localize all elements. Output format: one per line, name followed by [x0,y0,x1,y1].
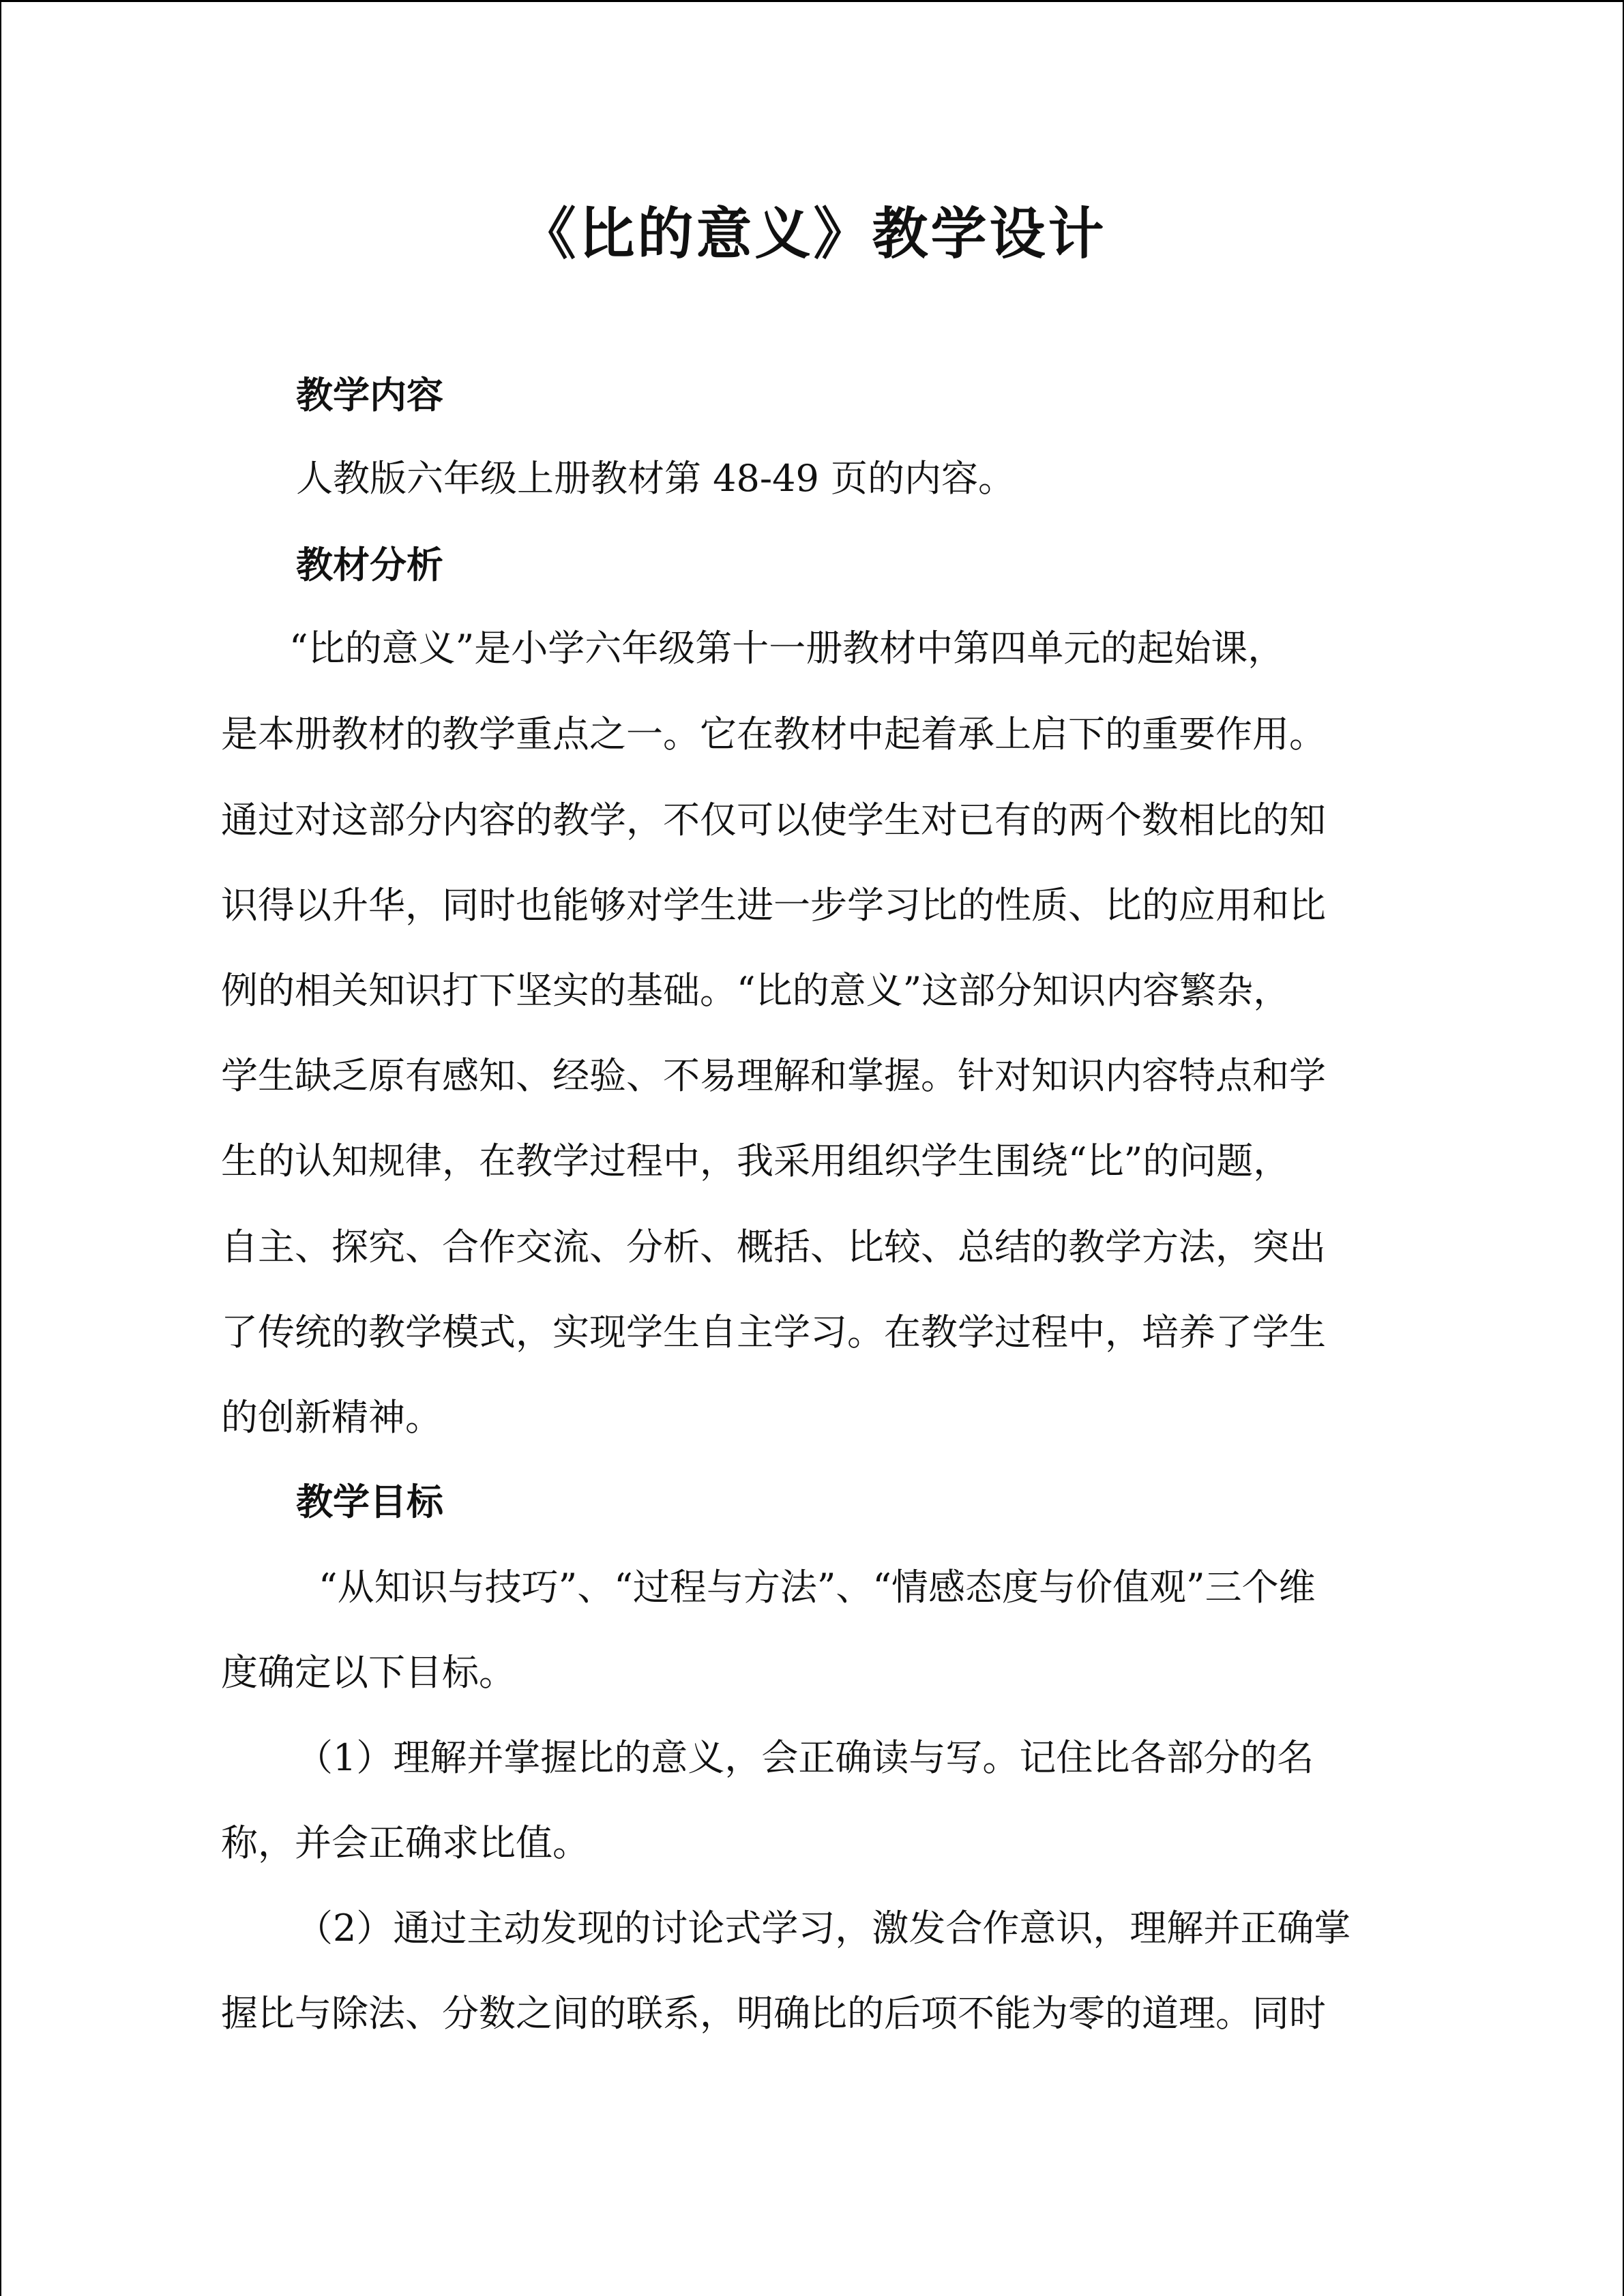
paragraph-line: 生的认知规律，在教学过程中，我采用组织学生围绕“比”的问题， [221,1139,1290,1182]
paragraph-line: 称，并会正确求比值。 [221,1821,589,1864]
paragraph-line: 度确定以下目标。 [221,1651,516,1694]
paragraph-line: 自主、探究、合作交流、分析、概括、比较、总结的教学方法，突出 [221,1225,1326,1268]
paragraph-line: 的创新精神。 [221,1396,442,1439]
paragraph-line: 是本册教材的教学重点之一。它在教材中起着承上启下的重要作用。 [221,713,1326,756]
document-title: 《比的意义》教学设计 [520,201,1107,267]
paragraph-line: 通过对这部分内容的教学，不仅可以使学生对已有的两个数相比的知 [221,799,1326,841]
paragraph-line: “从知识与技巧”、“过程与方法”、“情感态度与价值观”三个维 [319,1566,1316,1609]
paragraph-line: （2）通过主动发现的讨论式学习，激发合作意识，理解并正确掌 [296,1907,1351,1950]
section-heading-content: 教学内容 [296,373,443,417]
section-heading-goals: 教学目标 [296,1480,443,1523]
paragraph-line: 了传统的教学模式，实现学生自主学习。在教学过程中，培养了学生 [221,1311,1326,1354]
paragraph-line: 例的相关知识打下坚实的基础。“比的意义”这部分知识内容繁杂， [221,969,1290,1012]
paragraph-line: 握比与除法、分数之间的联系，明确比的后项不能为零的道理。同时 [221,1992,1326,2035]
paragraph-line: 学生缺乏原有感知、经验、不易理解和掌握。针对知识内容特点和学 [221,1054,1326,1097]
paragraph-line: “比的意义”是小学六年级第十一册教材中第四单元的起始课， [289,627,1285,670]
paragraph-line: （1）理解并掌握比的意义，会正确读与写。记住比各部分的名 [296,1736,1314,1779]
paragraph-line: 识得以升华，同时也能够对学生进一步学习比的性质、比的应用和比 [221,884,1326,927]
paragraph-line: 人教版六年级上册教材第 48-49 页的内容。 [296,457,1016,500]
section-heading-analysis: 教材分析 [296,543,443,586]
